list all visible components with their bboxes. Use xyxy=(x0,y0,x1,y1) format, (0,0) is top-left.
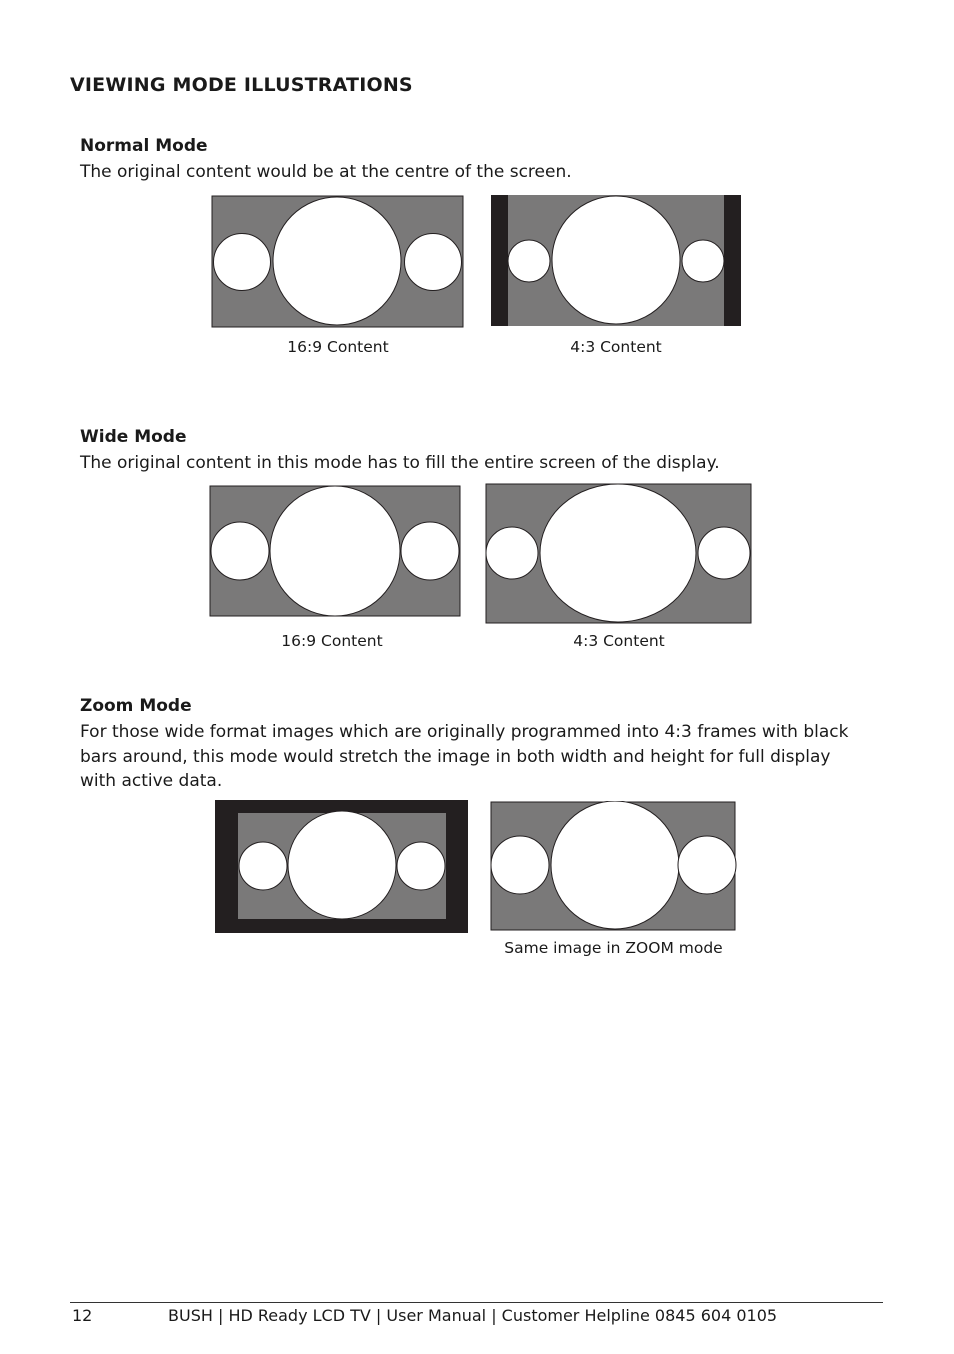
wide-mode-16-9-illustration xyxy=(209,485,462,618)
zoom-mode-zoomed-illustration xyxy=(490,801,737,932)
zoom-mode-heading: Zoom Mode xyxy=(80,696,192,716)
normal-mode-description: The original content would be at the centre of the screen. xyxy=(80,162,572,182)
page-number: 12 xyxy=(72,1306,93,1325)
wide-mode-16-9-caption: 16:9 Content xyxy=(281,632,383,650)
normal-mode-4-3-caption: 4:3 Content xyxy=(570,338,662,356)
page-title: VIEWING MODE ILLUSTRATIONS xyxy=(70,74,413,96)
zoom-mode-letterboxed-illustration xyxy=(214,799,469,934)
zoom-mode-description: For those wide format images which are originally programmed into 4:3 frames with black bars around, this mode would stretch the image in both width and height for full display with active data. xyxy=(80,722,849,791)
normal-mode-16-9-caption: 16:9 Content xyxy=(287,338,389,356)
normal-mode-heading: Normal Mode xyxy=(80,136,208,156)
footer-divider xyxy=(70,1302,883,1303)
footer-text: BUSH | HD Ready LCD TV | User Manual | Customer Helpline 0845 604 0105 xyxy=(168,1306,778,1325)
zoom-mode-caption: Same image in ZOOM mode xyxy=(504,939,723,957)
wide-mode-4-3-caption: 4:3 Content xyxy=(573,632,665,650)
wide-mode-4-3-illustration xyxy=(485,483,753,625)
normal-mode-16-9-illustration xyxy=(211,195,465,329)
wide-mode-heading: Wide Mode xyxy=(80,427,187,447)
wide-mode-description: The original content in this mode has to fill the entire screen of the display. xyxy=(80,453,720,473)
normal-mode-4-3-illustration xyxy=(490,194,743,328)
